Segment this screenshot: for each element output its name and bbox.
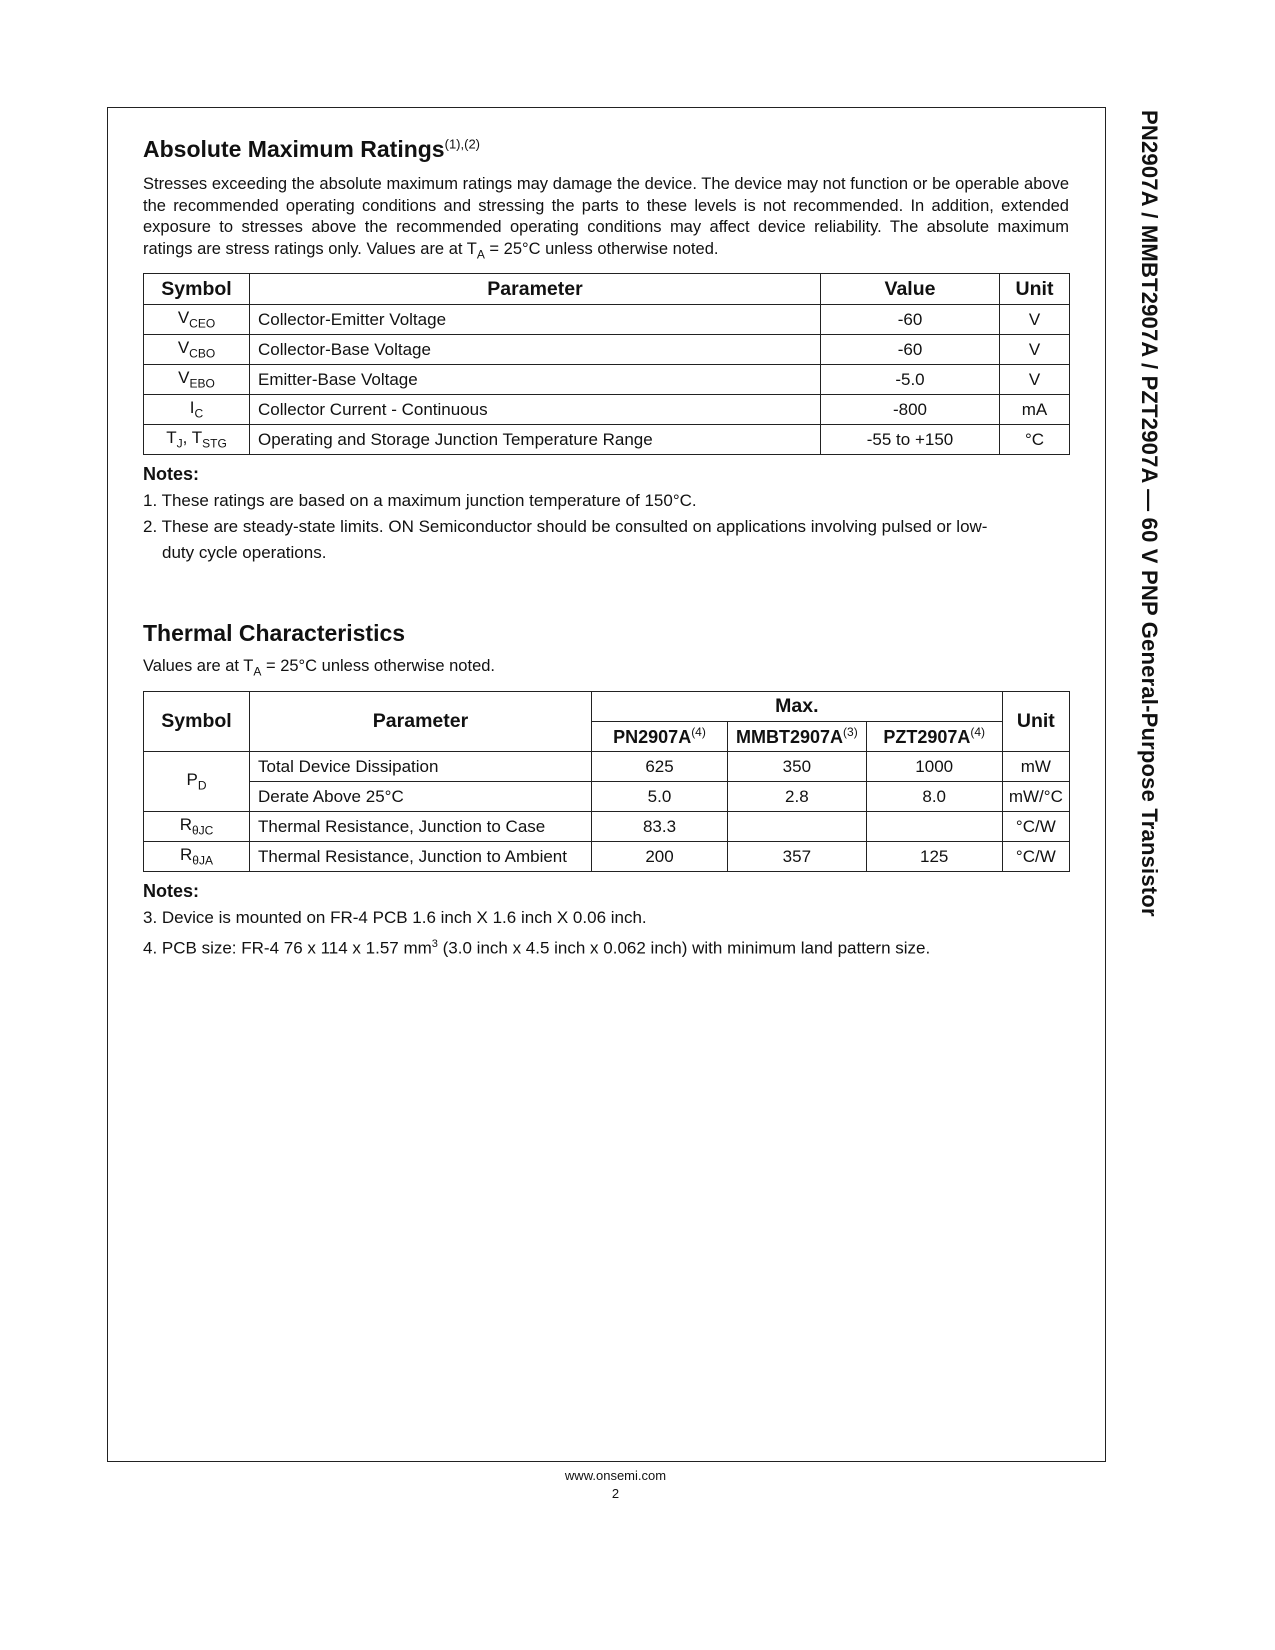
table-row bbox=[144, 335, 1070, 365]
col-sup: (4) bbox=[691, 725, 706, 739]
parameter: Thermal Resistance, Junction to Ambient bbox=[250, 842, 592, 872]
col-mmbt2907a bbox=[728, 722, 867, 752]
symbol: R bbox=[180, 845, 193, 865]
amr-title-text: Absolute Maximum Ratings bbox=[143, 136, 445, 162]
note-2: 2. These are steady-state limits. ON Semiconductor should be consulted on applications involving pulsed or low- bbox=[143, 517, 988, 536]
symbol-sub: D bbox=[197, 778, 207, 793]
symbol2-sub: STG bbox=[202, 436, 227, 451]
thermal-table bbox=[143, 691, 1070, 872]
col-unit: Unit bbox=[1000, 274, 1070, 305]
parameter: Emitter-Base Voltage bbox=[250, 365, 821, 395]
table-row bbox=[144, 365, 1070, 395]
value: -60 bbox=[821, 335, 1000, 365]
symbol-sub: CEO bbox=[189, 316, 216, 331]
value: -55 to +150 bbox=[821, 425, 1000, 455]
amr-table bbox=[143, 273, 1070, 455]
col-name: PZT2907A bbox=[883, 727, 971, 747]
col-sup: (4) bbox=[970, 725, 986, 739]
amr-title-sup: (1),(2) bbox=[444, 136, 480, 152]
value: 357 bbox=[728, 842, 867, 872]
value: 1000 bbox=[866, 752, 1002, 782]
note-2-cont: duty cycle operations. bbox=[162, 543, 327, 562]
table-row bbox=[144, 752, 1070, 782]
table-row bbox=[144, 425, 1070, 455]
amr-intro-text: Stresses exceeding the absolute maximum ratings may damage the device. The device may not function or be operable above the recommended operating conditions and stressing the parts to these levels is not recommended. In addition, extended exposure to stresses above the recommended operating conditions may affect device reliability. The absolute maximum ratings are stress ratings only. Values are at T bbox=[143, 175, 1069, 258]
value: 83.3 bbox=[592, 812, 728, 842]
footer-url[interactable]: www.onsemi.com bbox=[564, 1468, 667, 1483]
unit: V bbox=[1000, 335, 1070, 365]
col-parameter: Parameter bbox=[250, 692, 592, 752]
symbol-sub: EBO bbox=[189, 376, 215, 391]
symbol-sub: CBO bbox=[189, 346, 216, 361]
col-max: Max. bbox=[592, 692, 1003, 722]
col-parameter: Parameter bbox=[250, 274, 821, 305]
unit: mW bbox=[1002, 752, 1069, 782]
notes-title: Notes: bbox=[143, 464, 200, 484]
col-name: PN2907A bbox=[613, 727, 692, 747]
notes-title: Notes: bbox=[143, 881, 200, 901]
amr-intro-sub: A bbox=[476, 247, 485, 262]
unit: mW/°C bbox=[1002, 782, 1069, 812]
table-row bbox=[144, 305, 1070, 335]
unit: V bbox=[1000, 365, 1070, 395]
note-4-end: (3.0 inch x 4.5 inch x 0.062 inch) with minimum land pattern size. bbox=[437, 938, 931, 958]
unit: °C/W bbox=[1002, 842, 1069, 872]
amr-notes bbox=[143, 461, 987, 566]
note-3: 3. Device is mounted on FR-4 PCB 1.6 inch X 1.6 inch X 0.06 inch. bbox=[143, 908, 647, 927]
parameter: Collector-Base Voltage bbox=[250, 335, 821, 365]
amr-intro bbox=[143, 174, 1069, 266]
col-symbol: Symbol bbox=[144, 692, 250, 752]
symbol2: , T bbox=[182, 428, 203, 448]
note-4: 4. PCB size: FR-4 76 x 114 x 1.57 mm bbox=[143, 938, 432, 958]
symbol: I bbox=[189, 398, 195, 418]
symbol-sub: J bbox=[176, 436, 183, 451]
amr-intro-end: = 25°C unless otherwise noted. bbox=[484, 239, 719, 258]
parameter: Collector Current - Continuous bbox=[250, 395, 821, 425]
col-value: Value bbox=[821, 274, 1000, 305]
col-pzt2907a bbox=[866, 722, 1002, 752]
col-pn2907a bbox=[592, 722, 728, 752]
parameter: Derate Above 25°C bbox=[250, 782, 592, 812]
value: 350 bbox=[728, 752, 867, 782]
note-4-sup: 3 bbox=[431, 938, 438, 950]
table-row bbox=[144, 842, 1070, 872]
symbol: T bbox=[166, 428, 177, 448]
unit: °C/W bbox=[1002, 812, 1069, 842]
symbol-sub: θJA bbox=[192, 853, 213, 868]
symbol: R bbox=[179, 815, 192, 835]
thermal-intro-end: = 25°C unless otherwise noted. bbox=[261, 657, 496, 675]
amr-title bbox=[143, 136, 480, 163]
unit: mA bbox=[1000, 395, 1070, 425]
col-symbol: Symbol bbox=[144, 274, 250, 305]
value: 200 bbox=[592, 842, 728, 872]
note-1: 1. These ratings are based on a maximum junction temperature of 150°C. bbox=[143, 491, 697, 510]
value: -800 bbox=[821, 395, 1000, 425]
table-row bbox=[144, 782, 1070, 812]
parameter: Collector-Emitter Voltage bbox=[250, 305, 821, 335]
value: 125 bbox=[866, 842, 1002, 872]
table-row bbox=[144, 395, 1070, 425]
thermal-intro bbox=[143, 656, 495, 683]
symbol: P bbox=[186, 770, 198, 790]
value: 625 bbox=[592, 752, 728, 782]
col-name: MMBT2907A bbox=[736, 727, 844, 747]
symbol-sub: C bbox=[194, 406, 204, 421]
symbol-sub: θJC bbox=[191, 823, 214, 838]
unit: °C bbox=[1000, 425, 1070, 455]
parameter: Total Device Dissipation bbox=[250, 752, 592, 782]
symbol: V bbox=[178, 368, 190, 388]
parameter: Thermal Resistance, Junction to Case bbox=[250, 812, 592, 842]
value bbox=[728, 812, 867, 842]
col-sup: (3) bbox=[843, 725, 858, 739]
value: 8.0 bbox=[866, 782, 1002, 812]
thermal-intro-text: Values are at T bbox=[143, 657, 254, 675]
value bbox=[866, 812, 1002, 842]
thermal-title: Thermal Characteristics bbox=[143, 620, 406, 646]
thermal-notes bbox=[143, 878, 930, 962]
thermal-intro-sub: A bbox=[253, 664, 262, 679]
side-title: PN2907A / MMBT2907A / PZT2907A — 60 V PNP General-Purpose Transistor bbox=[1137, 110, 1162, 917]
col-unit: Unit bbox=[1002, 692, 1069, 752]
parameter: Operating and Storage Junction Temperature Range bbox=[250, 425, 821, 455]
page-number: 2 bbox=[611, 1486, 620, 1501]
value: 5.0 bbox=[592, 782, 728, 812]
value: -60 bbox=[821, 305, 1000, 335]
value: -5.0 bbox=[821, 365, 1000, 395]
symbol: V bbox=[177, 308, 190, 328]
unit: V bbox=[1000, 305, 1070, 335]
value: 2.8 bbox=[728, 782, 867, 812]
table-row bbox=[144, 812, 1070, 842]
symbol: V bbox=[177, 338, 190, 358]
